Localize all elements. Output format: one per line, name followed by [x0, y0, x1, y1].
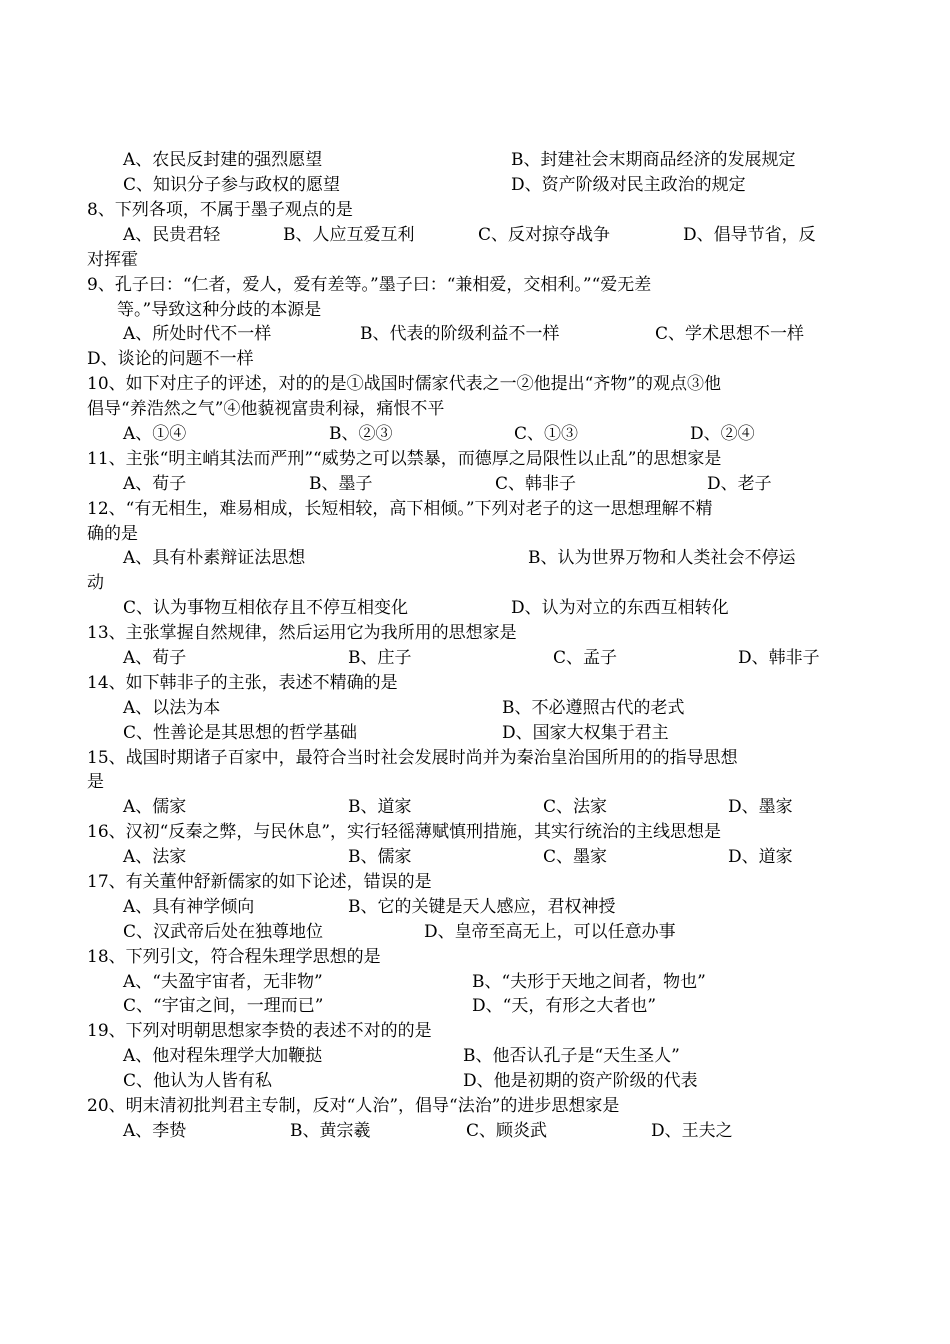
- option-c: C、学术思想不一样: [655, 324, 805, 344]
- option-b: B、儒家: [348, 847, 412, 867]
- option-d: D、②④: [690, 424, 755, 444]
- option-a: A、具有神学倾向: [123, 897, 255, 917]
- option-d: D、倡导节省，反: [683, 225, 816, 245]
- question-15: 15、战国时期诸子百家中，最符合当时社会发展时尚并为秦治皇治国所用的的指导思想: [87, 748, 738, 768]
- question-16: 16、汉初“反秦之弊，与民休息”，实行轻徭薄赋慎刑措施，其实行统治的主线思想是: [87, 822, 722, 842]
- option-d: D、道家: [728, 847, 793, 867]
- option-c: C、墨家: [543, 847, 608, 867]
- option-b: B、“夫形于天地之间者，物也”: [472, 972, 706, 992]
- option-b: B、它的关键是天人感应，君权神授: [348, 897, 616, 917]
- option-d: D、他是初期的资产阶级的代表: [463, 1071, 698, 1091]
- option-b: B、封建社会末期商品经济的发展规定: [511, 150, 796, 170]
- text-line: 倡导“养浩然之气”④他藐视富贵利禄，痛恨不平: [87, 399, 445, 419]
- option-a: A、荀子: [123, 474, 187, 494]
- option-d: D、韩非子: [738, 648, 820, 668]
- option-c: C、①③: [514, 424, 579, 444]
- option-b: B、墨子: [309, 474, 373, 494]
- option-d: D、皇帝至高无上，可以任意办事: [424, 922, 676, 942]
- question-10: 10、如下对庄子的评述，对的的是①战国时儒家代表之一②他提出“齐物”的观点③他: [87, 374, 722, 394]
- option-c: C、韩非子: [495, 474, 577, 494]
- option-a: A、具有朴素辩证法思想: [123, 548, 306, 568]
- option-a: A、荀子: [123, 648, 187, 668]
- option-a: A、“夫盈宇宙者，无非物”: [123, 972, 323, 992]
- question-8: 8、下列各项，不属于墨子观点的是: [87, 200, 353, 220]
- question-17: 17、有关董仲舒新儒家的如下论述，错误的是: [87, 872, 432, 892]
- option-b: B、认为世界万物和人类社会不停运: [528, 548, 796, 568]
- option-a: A、他对程朱理学大加鞭挞: [123, 1046, 323, 1066]
- question-11: 11、主张“明主峭其法而严刑”“威势之可以禁暴，而德厚之局限性以止乱”的思想家是: [87, 449, 722, 469]
- option-d: D、墨家: [728, 797, 793, 817]
- question-14: 14、如下韩非子的主张，表述不精确的是: [87, 673, 398, 693]
- option-d: D、谈论的问题不一样: [87, 349, 254, 369]
- option-b: B、庄子: [348, 648, 412, 668]
- option-a: A、以法为本: [123, 698, 221, 718]
- option-b: B、他否认孔子是“天生圣人”: [463, 1046, 680, 1066]
- option-b: B、人应互爱互利: [283, 225, 415, 245]
- question-20: 20、明末清初批判君主专制，反对“人治”，倡导“法治”的进步思想家是: [87, 1096, 620, 1116]
- option-d: D、老子: [707, 474, 772, 494]
- question-19: 19、下列对明朝思想家李贽的表述不对的的是: [87, 1021, 432, 1041]
- option-a: A、李贽: [123, 1121, 187, 1141]
- text-line: 是: [87, 772, 104, 792]
- option-b: B、道家: [348, 797, 412, 817]
- text-line: 确的是: [87, 524, 138, 544]
- option-c: C、他认为人皆有私: [123, 1071, 273, 1091]
- option-d: D、国家大权集于君主: [502, 723, 669, 743]
- text-line: 对挥霍: [87, 250, 138, 270]
- option-c: C、性善论是其思想的哲学基础: [123, 723, 358, 743]
- option-c: C、法家: [543, 797, 608, 817]
- option-c: C、反对掠夺战争: [478, 225, 611, 245]
- option-b: B、②③: [329, 424, 393, 444]
- option-b: B、不必遵照古代的老式: [502, 698, 685, 718]
- option-a: A、农民反封建的强烈愿望: [123, 150, 323, 170]
- option-c: C、汉武帝后处在独尊地位: [123, 922, 324, 942]
- option-c: C、孟子: [553, 648, 618, 668]
- option-d: D、王夫之: [651, 1121, 733, 1141]
- option-a: A、所处时代不一样: [123, 324, 272, 344]
- option-c: C、认为事物互相依存且不停互相变化: [123, 598, 409, 618]
- option-b: B、代表的阶级利益不一样: [360, 324, 560, 344]
- option-a: A、法家: [123, 847, 187, 867]
- question-18: 18、下列引文，符合程朱理学思想的是: [87, 947, 381, 967]
- question-12: 12、“有无相生，难易相成，长短相较，高下相倾。”下列对老子的这一思想理解不精: [87, 499, 713, 519]
- text-line: 动: [87, 573, 104, 593]
- option-a: A、①④: [123, 424, 187, 444]
- text-line: 等。”导致这种分歧的本源是: [117, 300, 322, 320]
- option-b: B、黄宗羲: [290, 1121, 371, 1141]
- option-c: C、顾炎武: [466, 1121, 548, 1141]
- option-a: A、民贵君轻: [123, 225, 221, 245]
- question-13: 13、主张掌握自然规律，然后运用它为我所用的思想家是: [87, 623, 517, 643]
- option-d: D、“天，有形之大者也”: [472, 996, 657, 1016]
- option-a: A、儒家: [123, 797, 187, 817]
- question-9: 9、孔子曰：“仁者，爱人，爱有差等。”墨子曰：“兼相爱，交相利。”“爱无差: [87, 275, 652, 295]
- option-c: C、“宇宙之间，一理而已”: [123, 996, 324, 1016]
- option-d: D、资产阶级对民主政治的规定: [511, 175, 746, 195]
- option-d: D、认为对立的东西互相转化: [511, 598, 729, 618]
- option-c: C、知识分子参与政权的愿望: [123, 175, 341, 195]
